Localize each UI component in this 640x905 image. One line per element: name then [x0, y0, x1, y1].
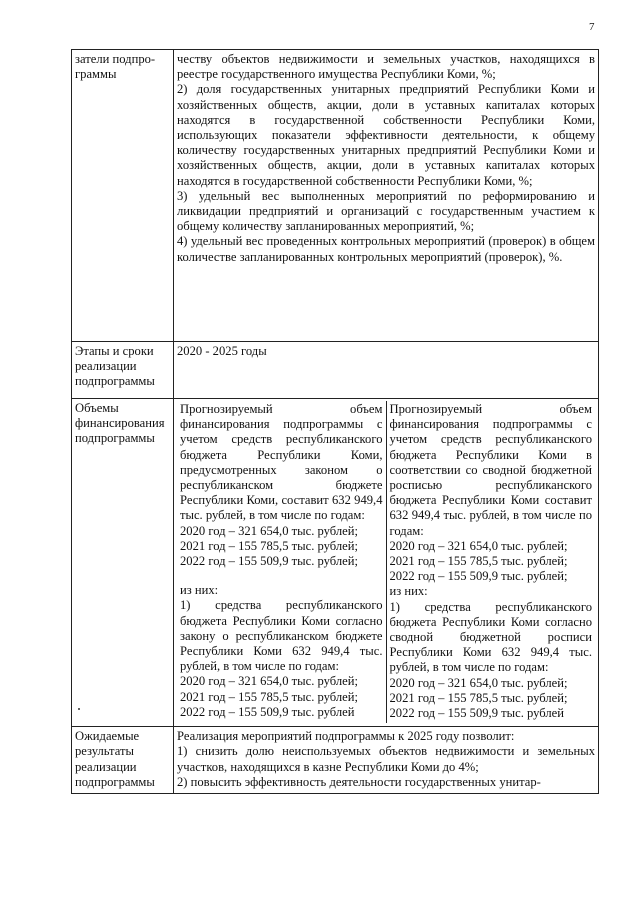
budget-intro: Прогнозируемый объем финансирования подпрограммы с учетом средств республиканского бюджета Республики Коми, предусмотренных законом о республиканском бюджете Республики Коми, составит 632 949,4 тыс. рублей, в том числе по годам: — [180, 402, 383, 523]
budget-year: 2022 год – 155 509,9 тыс. рублей; — [389, 569, 568, 584]
budget-source: 1) средства республиканского бюджета Республики Коми согласно сводной бюджетной росписи Республики Коми 632 949,4 тыс. рублей, в том числе по годам: — [389, 599, 592, 675]
budget-year: 2021 год – 155 785,5 тыс. рублей; — [389, 554, 568, 569]
budget-of-them: из них: — [180, 583, 219, 598]
label-results: Ожидаемые результаты реализации подпрограммы — [72, 727, 174, 794]
indicator-line: честву объектов недвижимости и земельных участков, находящихся в реестре государственного имущества Республики Коми, %; — [177, 52, 595, 82]
budget-of-them: из них: — [389, 584, 428, 599]
cell-results — [174, 727, 599, 794]
budget-year: 2020 год – 321 654,0 тыс. рублей; — [180, 674, 358, 689]
budget-source: 1) средства республиканского бюджета Республики Коми согласно закону о республиканском бюджете Республики Коми 632 949,4 тыс. рублей, в том числе по годам: — [180, 598, 383, 674]
label-stages: Этапы и сроки реализации подпрограммы — [72, 342, 174, 399]
passport-table — [71, 49, 599, 794]
indicator-line: 3) удельный вес выполненных мероприятий по реформированию и ликвидации предприятий и организаций с государственным участием к общему количеству запланированных мероприятий, %; — [177, 188, 595, 234]
result-line: 2) повысить эффективность деятельности государственных унитар- — [177, 774, 541, 789]
cell-budget — [174, 399, 599, 727]
label-indicators — [72, 50, 174, 342]
budget-year: 2021 год – 155 785,5 тыс. рублей; — [180, 689, 358, 704]
row-indicators — [72, 50, 599, 342]
budget-year: 2020 год – 321 654,0 тыс. рублей; — [389, 538, 568, 553]
cell-indicators — [174, 50, 599, 342]
budget-intro: Прогнозируемый объем финансирования подпрограммы с учетом средств республиканского бюджета Республики Коми в соответствии со сводной бюджетной росписью республиканского бюджета Республики Коми составит 632 949,4 тыс. рублей, в том числе по годам: — [389, 402, 592, 538]
budget-year: 2020 год – 321 654,0 тыс. рублей; — [389, 675, 568, 690]
budget-year: 2022 год – 155 509,9 тыс. рублей — [180, 704, 355, 719]
result-line: 1) снизить долю неиспользуемых объектов недвижимости и земельных участков, находящихся в казне Республики Коми до 4%; — [177, 744, 595, 774]
row-stages — [72, 342, 599, 399]
budget-year: 2021 год – 155 785,5 тыс. рублей; — [180, 538, 358, 553]
result-line: Реализация мероприятий подпрограммы к 2025 году позволит: — [177, 729, 515, 744]
budget-year: 2022 год – 155 509,9 тыс. рублей — [389, 706, 564, 721]
scan-speck — [78, 708, 80, 710]
indicator-line: 2) доля государственных унитарных предприятий Республики Коми и хозяйственных обществ, акции, доли в уставных капиталах которых находятся в государственной собственности Республики Коми, использующих показатели эффективности деятельности, к общему количеству государственных унитарных предприятий Республики Коми и хозяйственных обществ, акции, доли в уставных капиталах которых находятся в государственной собственности Республики Коми, %; — [177, 82, 595, 188]
label-budget: Объемы финансирования подпрограммы — [72, 399, 174, 727]
label-indicators-text: затели подпро- граммы — [75, 52, 156, 82]
indicator-line: 4) удельный вес проведенных контрольных мероприятий (проверок) в общем количестве запланированных контрольных мероприятий (проверок), %. — [177, 234, 595, 264]
row-results — [72, 727, 599, 794]
budget-year: 2020 год – 321 654,0 тыс. рублей; — [180, 523, 358, 538]
page-number: 7 — [589, 21, 595, 33]
cell-stages: 2020 - 2025 годы — [174, 342, 599, 399]
budget-column-law — [177, 401, 387, 723]
row-budget — [72, 399, 599, 727]
budget-year: 2022 год – 155 509,9 тыс. рублей; — [180, 554, 358, 569]
budget-column-roster — [387, 401, 596, 723]
budget-year: 2021 год – 155 785,5 тыс. рублей; — [389, 690, 568, 705]
